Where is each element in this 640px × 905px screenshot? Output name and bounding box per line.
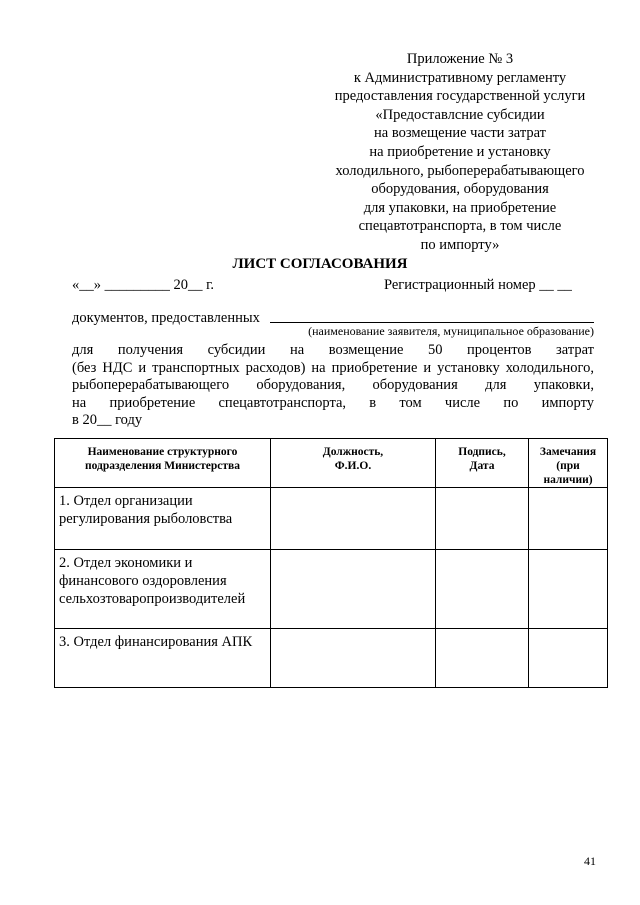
table-row <box>55 550 608 629</box>
applicant-blank-line <box>270 322 594 323</box>
appendix-line: на возмещение части затрат <box>374 125 546 142</box>
appendix-line: к Административному регламенту <box>353 69 567 86</box>
header-position: Должность, Ф.И.О. <box>271 439 436 488</box>
body-line: для получения субсидии на возмещение 50 процентов затрат <box>72 342 594 358</box>
date-line: «__» _________ 20__ г. <box>72 277 215 293</box>
table-header-row <box>55 439 608 488</box>
position-cell[interactable] <box>271 629 436 688</box>
header-remarks: Замечания (при наличии) <box>529 439 608 488</box>
body-line: рыбоперерабатывающего оборудования, оборудования для упаковки, <box>72 377 594 393</box>
header-signature: Подпись, Дата <box>436 439 529 488</box>
body-line: в 20__ году <box>72 412 143 428</box>
signature-cell[interactable] <box>436 550 529 629</box>
appendix-header <box>300 50 620 255</box>
appendix-line: спецавтотранспорта, в том числе <box>358 218 562 235</box>
applicant-hint: (наименование заявителя, муниципальное образование) <box>308 324 594 338</box>
page-number: 41 <box>584 854 596 868</box>
department-cell: 1. Отдел организации регулирования рыболовства <box>55 488 271 550</box>
appendix-line: по импорту» <box>420 236 500 253</box>
body-line: (без НДС и транспортных расходов) на приобретение и установку холодильного, <box>72 359 594 376</box>
signature-cell[interactable] <box>436 629 529 688</box>
department-cell: 3. Отдел финансирования АПК <box>55 629 271 688</box>
header-department: Наименование структурного подразделения Министерства <box>55 439 271 488</box>
table-row <box>55 629 608 688</box>
remarks-cell[interactable] <box>529 550 608 629</box>
registration-number: Регистрационный номер __ __ <box>384 277 572 293</box>
department-cell: 2. Отдел экономики и финансового оздоровления сельхозтоваропроизводителей <box>55 550 271 629</box>
signature-cell[interactable] <box>436 488 529 550</box>
page-title: ЛИСТ СОГЛАСОВАНИЯ <box>232 256 408 272</box>
documents-label: документов, предоставленных <box>72 310 260 326</box>
body-line: на приобретение спецавтотранспорта, в том числе по импорту <box>72 394 594 411</box>
appendix-line: «Предоставлсние субсидии <box>375 106 545 123</box>
position-cell[interactable] <box>271 550 436 629</box>
appendix-line: для упаковки, на приобретение <box>363 199 557 216</box>
table-row <box>55 488 608 550</box>
appendix-line: на приобретение и установку <box>369 143 551 160</box>
appendix-line: предоставления государственной услуги <box>334 88 586 105</box>
approval-table <box>54 438 608 688</box>
appendix-line: оборудования, оборудования <box>371 181 549 198</box>
remarks-cell[interactable] <box>529 488 608 550</box>
appendix-line: Приложение № 3 <box>406 51 514 67</box>
position-cell[interactable] <box>271 488 436 550</box>
remarks-cell[interactable] <box>529 629 608 688</box>
body-paragraph <box>72 342 594 430</box>
appendix-line: холодильного, рыбоперерабатывающего <box>335 162 585 179</box>
